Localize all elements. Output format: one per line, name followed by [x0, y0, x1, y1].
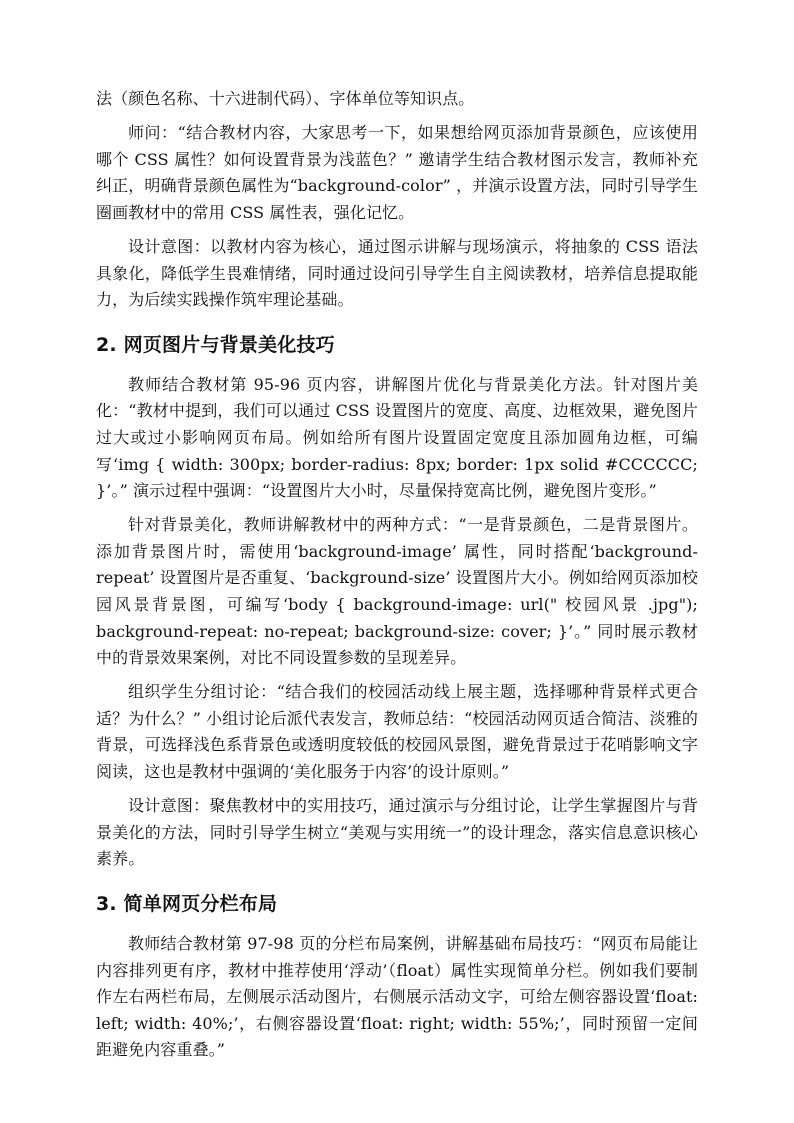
paragraph-column-layout: 教师结合教材第 97-98 页的分栏布局案例，讲解基础布局技巧：“网页布局能让内容排列更有序，教材中推荐使用‘浮动’（float）属性实现简单分栏。例如我们要制作左右两栏布局，左侧展示活动图片，右侧展示活动文字，可给左侧容器设置‘float: left; width: 40%;’，右侧容器设置‘float: right; width: 55%;’，同时预留一定间距避免内容重叠。”: [96, 933, 698, 1060]
paragraph-design-intent-2: 设计意图：聚焦教材中的实用技巧，通过演示与分组讨论，让学生掌握图片与背景美化的方法，同时引导学生树立“美观与实用统一”的设计理念，落实信息意识核心素养。: [96, 796, 698, 869]
paragraph-continuation: 法（颜色名称、十六进制代码）、字体单位等知识点。: [96, 89, 475, 108]
section-heading-3: 3. 简单网页分栏布局: [96, 892, 278, 915]
paragraph-background-beautify: 针对背景美化，教师讲解教材中的两种方式：“一是背景颜色，二是背景图片。添加背景图片时，需使用‘background-image’ 属性，同时搭配‘background-repeat’ 设置图片是否重复、‘background-size’ 设置图片大小。例如给网页添加校园风景背景图，可编写‘body { background-image: url(" 校园风景 .jpg"); background-repeat: no-repeat; background-size: cover; }’。” 同时展示教材中的背景效果案例，对比不同设置参数的呈现差异。: [96, 515, 698, 668]
paragraph-image-beautify: 教师结合教材第 95-96 页内容，讲解图片优化与背景美化方法。针对图片美化：“教材中提到，我们可以通过 CSS 设置图片的宽度、高度、边框效果，避免图片过大或过小影响网页布局。例如给所有图片设置固定宽度且添加圆角边框，可编写‘img { width: 300px; border-radius: 8px; border: 1px solid #CCCCCC; }’。” 演示过程中强调：“设置图片大小时，尽量保持宽高比例，避免图片变形。”: [96, 374, 698, 501]
paragraph-design-intent-1: 设计意图：以教材内容为核心，通过图示讲解与现场演示，将抽象的 CSS 语法具象化，降低学生畏难情绪，同时通过设问引导学生自主阅读教材，培养信息提取能力，为后续实践操作筑牢理论基础。: [96, 236, 698, 310]
document-page: [96, 86, 698, 1071]
paragraph-group-discussion: 组织学生分组讨论：“结合我们的校园活动线上展主题，选择哪种背景样式更合适？为什么？” 小组讨论后派代表发言，教师总结：“校园活动网页适合简洁、淡雅的背景，可选择浅色系背景色或透明度较低的校园风景图，避免背景过于花哨影响文字阅读，这也是教材中强调的‘美化服务于内容’的设计原则。”: [96, 682, 698, 782]
paragraph-teacher-question: 师问：“结合教材内容，大家思考一下，如果想给网页添加背景颜色，应该使用哪个 CSS 属性？如何设置背景为浅蓝色？” 邀请学生结合教材图示发言，教师补充纠正，明确背景颜色属性为“background-color” ，并演示设置方法，同时引导学生圈画教材中的常用 CSS 属性表，强化记忆。: [96, 123, 698, 222]
section-heading-2: 2. 网页图片与背景美化技巧: [96, 333, 335, 356]
